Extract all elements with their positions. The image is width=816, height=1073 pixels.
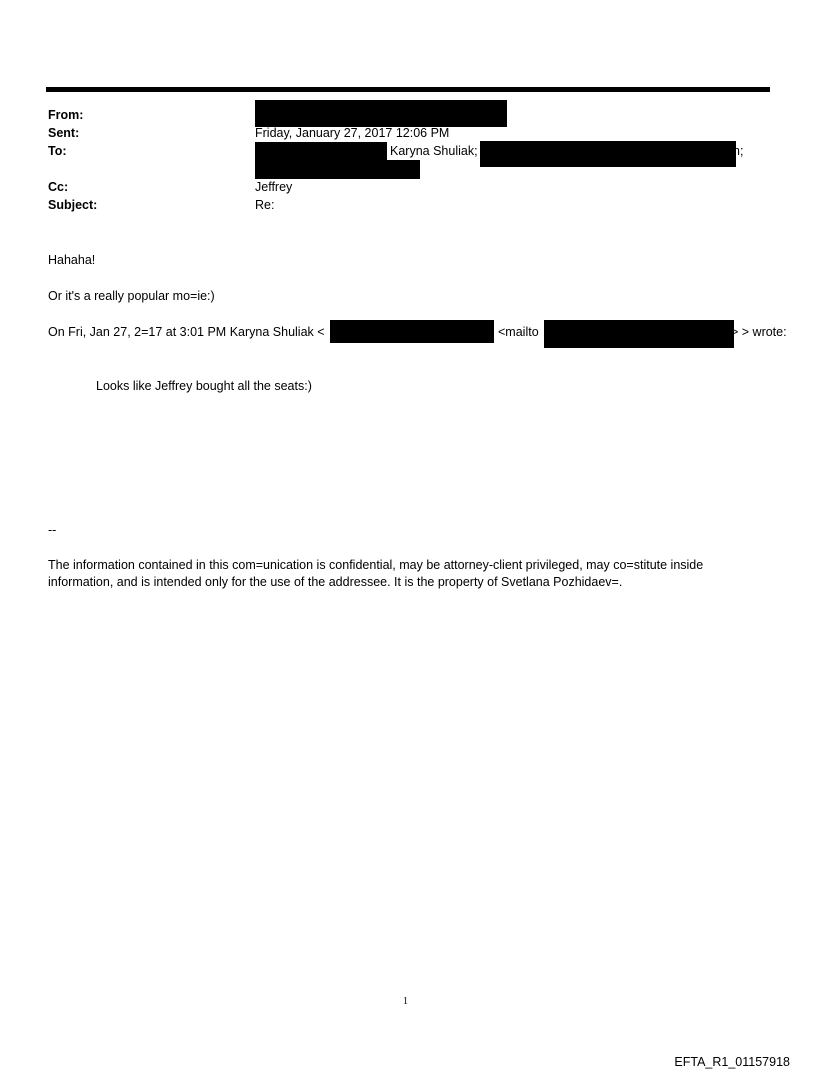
to-redaction-2	[480, 141, 736, 167]
bates-number: EFTA_R1_01157918	[674, 1055, 790, 1069]
mailto-redaction	[544, 320, 734, 348]
quoted-text: Looks like Jeffrey bought all the seats:)	[96, 379, 312, 393]
to-redaction-1	[255, 142, 387, 162]
reply-intro-suffix: > > wrote:	[731, 325, 787, 339]
confidentiality-disclaimer	[48, 557, 770, 591]
reply-intro-prefix: On Fri, Jan 27, 2=17 at 3:01 PM Karyna Shuliak <	[48, 325, 325, 339]
cc-value: Jeffrey	[255, 180, 293, 194]
body-line-2: Or it's a really popular mo=ie:)	[48, 289, 215, 303]
to-redaction-3	[255, 160, 420, 179]
sent-value: Friday, January 27, 2017 12:06 PM	[255, 126, 450, 140]
subject-value: Re:	[255, 198, 275, 212]
reply-email-redaction	[330, 320, 494, 343]
header-rule	[46, 87, 770, 92]
to-trailing-fragment: n;	[733, 144, 744, 158]
disclaimer-line-1: The information contained in this com=unication is confidential, may be attorney-client privileged, may co=stitute inside	[48, 558, 704, 572]
cc-label: Cc:	[48, 180, 69, 194]
signature-separator: --	[48, 523, 57, 537]
reply-intro-mailto: <mailto	[498, 325, 539, 339]
from-redaction	[255, 100, 507, 127]
from-label: From:	[48, 108, 84, 122]
disclaimer-line-2: information, and is intended only for the use of the addressee. It is the property of Svetlana Pozhidaev=.	[48, 575, 623, 589]
page-number: 1	[403, 996, 408, 1007]
subject-label: Subject:	[48, 198, 98, 212]
body-line-1: Hahaha!	[48, 253, 96, 267]
to-label: To:	[48, 144, 67, 158]
sent-label: Sent:	[48, 126, 80, 140]
to-visible-name: Karyna Shuliak;	[390, 144, 478, 158]
